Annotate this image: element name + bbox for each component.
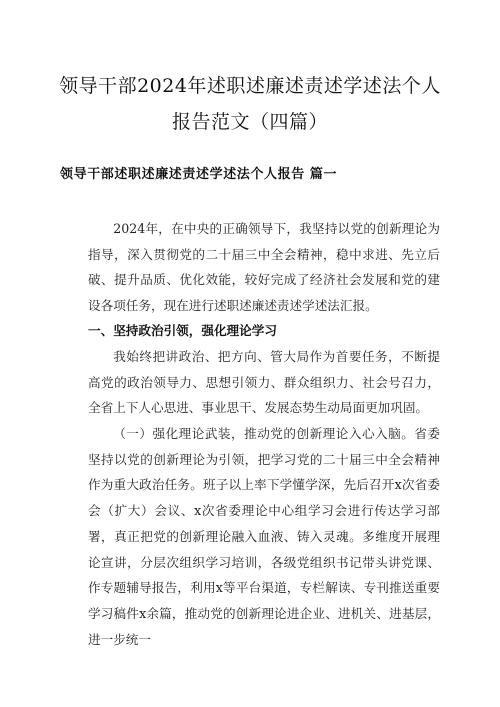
section-heading-1: 一、坚持政治引领，强化理论学习 bbox=[88, 323, 277, 338]
section-subtitle: 领导干部述职述廉述责述学述法个人报告 篇一 bbox=[60, 167, 338, 182]
document-title-line-2: 报告范文（四篇） bbox=[171, 111, 328, 133]
sub-section-paragraph-block bbox=[88, 421, 440, 652]
section-paragraph-1: 我始终把讲政治、把方向、管大局作为首要任务，不断提高党的政治领导力、思想引领力、群众组织力、社会号召力，全省上下人心思进、事业思干、发展态势生动局面更加巩固。 bbox=[88, 349, 440, 416]
intro-paragraph: 2024年，在中央的正确领导下，我坚持以党的创新理论为指导，深入贯彻党的二十届三中全会精神，稳中求进、先立后破、提升品质、优化效能，较好完成了经济社会发展和党的建设各项任务，现在进行述职述廉述责述学述法汇报。 bbox=[88, 221, 440, 314]
section-heading-block bbox=[88, 318, 440, 344]
intro-paragraph-block bbox=[88, 216, 440, 319]
document-title-line-1: 领导干部2024年述职述廉述责述学述法个人 bbox=[59, 75, 441, 97]
sub-section-paragraph-1: （一）强化理论武装，推动党的创新理论入心入脑。省委坚持以党的创新理论为引领，把学习党的二十届三中全会精神作为重大政治任务。班子以上率下学懂学深，先后召开x次省委会（扩大）会议、x次省委理论中心组学习会进行传达学习部署，真正把党的创新理论融入血液、铸入灵魂。多维度开展理论宣讲，分层次组织学习培训，各级党组织书记带头讲党课、作专题辅导报告，利用x等平台渠道，专栏解读、专刊推送重要学习稿件x余篇，推动党的创新理论进企业、进机关、进基层，进一步统一 bbox=[88, 426, 440, 647]
section-paragraph-block bbox=[88, 344, 440, 421]
